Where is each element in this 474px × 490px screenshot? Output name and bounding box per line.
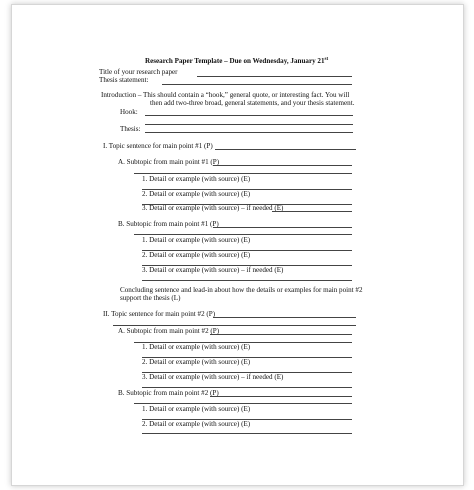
introduction-text-line-2: then add two-three broad, general statements, and your thesis statement. (150, 99, 355, 107)
subtopic-1a-line-2[interactable] (134, 173, 352, 174)
main-point-1-line[interactable] (215, 149, 356, 150)
main-point-2-line-2[interactable] (113, 325, 356, 326)
thesis-line-1[interactable] (145, 132, 353, 133)
hook-label: Hook: (120, 108, 138, 116)
detail-1a-3: 3. Detail or example (with source) – if needed (E) (142, 204, 284, 212)
detail-1b-3: 3. Detail or example (with source) – if needed (E) (142, 266, 284, 274)
detail-1a-1: 1. Detail or example (with source) (E) (142, 175, 251, 183)
detail-2a-3-line[interactable] (142, 387, 352, 388)
detail-1a-2: 2. Detail or example (with source) (E) (142, 190, 251, 198)
detail-2b-2: 2. Detail or example (with source) (E) (142, 420, 251, 428)
subtopic-1b-line-1[interactable] (213, 227, 352, 228)
title-field-label: Title of your research paper (99, 68, 178, 76)
hook-line-2[interactable] (145, 124, 353, 125)
subtopic-2a-line-1[interactable] (210, 334, 352, 335)
subtopic-1b-label: B. Subtopic from main point #1 (P) (118, 220, 219, 228)
detail-2b-1: 1. Detail or example (with source) (E) (142, 405, 251, 413)
hook-line-1[interactable] (145, 115, 353, 116)
detail-2a-2: 2. Detail or example (with source) (E) (142, 358, 251, 366)
detail-1b-2: 2. Detail or example (with source) (E) (142, 251, 251, 259)
document-title (145, 57, 328, 65)
document-title-superscript: st (324, 57, 329, 62)
thesis-label: Thesis: (120, 125, 141, 133)
subtopic-2b-label: B. Subtopic from main point #2 (P) (118, 389, 219, 397)
title-field-line[interactable] (197, 76, 352, 77)
detail-2a-3: 3. Detail or example (with source) – if needed (E) (142, 373, 284, 381)
document-page (11, 4, 464, 486)
detail-1a-3-line[interactable] (272, 211, 352, 212)
detail-1b-3-line[interactable] (142, 280, 352, 281)
document-title-text: Research Paper Template – Due on Wednesday, January 21 (145, 57, 325, 65)
subtopic-1a-label: A. Subtopic from main point #1 (P) (118, 158, 220, 166)
thesis-statement-line[interactable] (162, 84, 352, 85)
subtopic-2b-line-2[interactable] (134, 403, 352, 404)
detail-2b-2-line[interactable] (142, 433, 352, 434)
main-point-1-label: I. Topic sentence for main point #1 (P) (103, 142, 213, 150)
concluding-sentence-line-1: Concluding sentence and lead-in about how the details or examples for main point #2 (120, 286, 363, 294)
thesis-statement-label: Thesis statement: (99, 76, 149, 84)
subtopic-1a-line-1[interactable] (213, 165, 352, 166)
subtopic-2b-line-1[interactable] (210, 396, 352, 397)
concluding-sentence-line-2: support the thesis (L) (120, 294, 181, 302)
detail-1b-1: 1. Detail or example (with source) (E) (142, 236, 251, 244)
introduction-text-line-1: Introduction – This should contain a “hook,” general quote, or interesting fact. You will (101, 91, 350, 99)
subtopic-2a-label: A. Subtopic from main point #2 (P) (118, 327, 220, 335)
detail-2a-1: 1. Detail or example (with source) (E) (142, 343, 251, 351)
subtopic-1b-line-2[interactable] (134, 234, 352, 235)
main-point-2-line-1[interactable] (213, 317, 356, 318)
main-point-2-label: II. Topic sentence for main point #2 (P) (103, 310, 216, 318)
